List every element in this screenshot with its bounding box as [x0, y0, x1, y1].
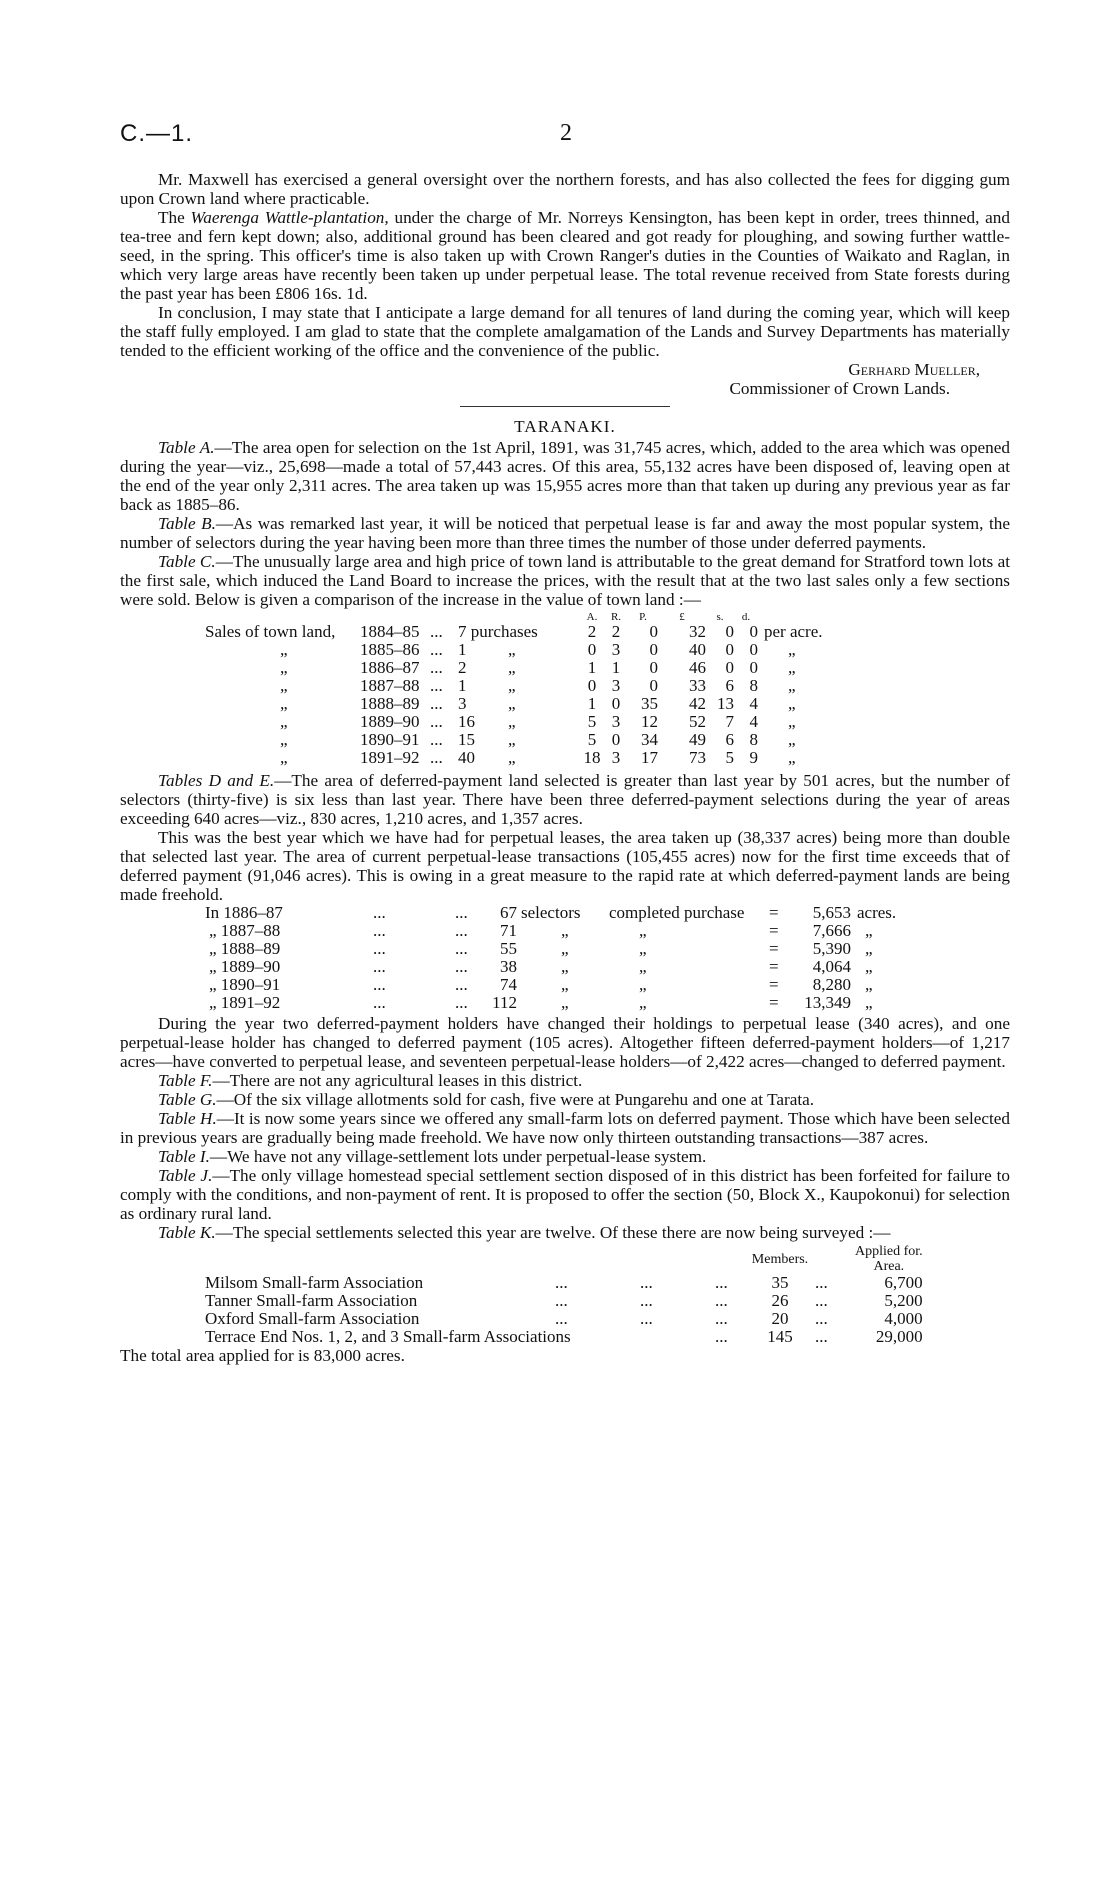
cell: ... [715, 1291, 728, 1310]
cell: ... [715, 1273, 728, 1292]
cell: „ [639, 957, 647, 976]
paragraph [120, 1090, 1010, 1109]
cell: Tanner Small-farm Association [205, 1291, 418, 1310]
paragraph [120, 514, 1010, 552]
table-row [205, 1292, 923, 1310]
cell: 12 [641, 712, 658, 731]
cell: ... [815, 1291, 828, 1310]
cell: 74 [500, 975, 517, 994]
cell: 0 [749, 622, 758, 641]
cell: 32 [689, 622, 706, 641]
cell: acres. [857, 903, 897, 922]
table-row [205, 677, 823, 695]
town-land-sales-table [205, 611, 823, 767]
cell: 1 [587, 694, 597, 713]
cell: 112 [492, 993, 517, 1012]
cell: 0 [611, 730, 621, 749]
cell: „ [561, 975, 569, 994]
table-row [205, 976, 896, 994]
cell: 8 [749, 730, 758, 749]
cell: 5,200 [884, 1291, 923, 1310]
cell: = [769, 903, 779, 922]
cell: Sales of town land, [205, 622, 336, 641]
page-body [120, 170, 1010, 1365]
cell: ... [455, 957, 468, 976]
cell: ... [455, 975, 468, 994]
cell: 3 [458, 694, 467, 713]
cell: = [769, 921, 779, 940]
cell: 7 [725, 712, 734, 731]
cell: „ [561, 939, 569, 958]
cell: 29,000 [875, 1327, 923, 1346]
signatory-title: Commissioner of Crown Lands. [729, 379, 950, 398]
column-header: d. [741, 611, 751, 623]
cell: 16 [458, 712, 475, 731]
cell: 0 [725, 658, 734, 677]
cell: ... [455, 993, 468, 1012]
text-run: —The unusually large area and high price of town land is attributable to the great demand for Stratford town lots at the first sale, which induced the Land Board to increase the prices, with the result that at the two last sales only a few sections were sold. Below is given a comparison of the increase in the value of town land :— [120, 552, 1010, 609]
cell: Milsom Small-farm Association [205, 1273, 424, 1292]
column-header-line: Applied for. [855, 1244, 923, 1259]
text-run: —The special settlements selected this year are twelve. Of these there are now being surveyed :— [215, 1223, 891, 1242]
cell: „ [561, 957, 569, 976]
cell: ... [555, 1291, 568, 1310]
cell: 1888–89 [360, 694, 420, 713]
cell: 3 [611, 748, 621, 767]
cell: 5 [587, 712, 597, 731]
cell: 3 [611, 712, 621, 731]
cell: ... [555, 1309, 568, 1328]
column-header: Members. [751, 1251, 809, 1267]
cell: 3 [611, 676, 621, 695]
cell: ... [455, 903, 468, 922]
cell: 0 [749, 658, 758, 677]
cell: „ [865, 957, 873, 976]
cell: ... [373, 957, 386, 976]
table-ref: Table F. [158, 1071, 213, 1090]
cell: 6,700 [884, 1273, 923, 1292]
text-run: —The only village homestead special settlement section disposed of in this district has been forfeited for failure to comply with the conditions, and non-payment of rent. It is proposed to offer the section (50, Block X., Kaupokonui) for selection as ordinary rural land. [120, 1166, 1011, 1223]
table-ref: Table G. [158, 1090, 217, 1109]
cell: ... [555, 1273, 568, 1292]
signature-block [120, 360, 1010, 398]
cell: „ [865, 921, 873, 940]
cell: „ [865, 939, 873, 958]
cell: „ [280, 640, 288, 659]
cell: 0 [611, 694, 621, 713]
special-settlements-table [205, 1244, 923, 1346]
cell: „ [280, 730, 288, 749]
cell: „ [280, 694, 288, 713]
cell: ... [455, 921, 468, 940]
total-line: The total area applied for is 83,000 acres. [120, 1346, 405, 1365]
cell: ... [715, 1309, 728, 1328]
table-ref: Table B. [158, 514, 216, 533]
cell: „ [639, 975, 647, 994]
column-header: A. [586, 611, 598, 623]
cell: „ [508, 640, 516, 659]
cell: 40 [458, 748, 475, 767]
cell: „ [788, 640, 796, 659]
text-run: —As was remarked last year, it will be noticed that perpetual lease is far and away the most popular system, the number of selectors during the year having been more than three times the number of those under deferred payments. [120, 514, 1010, 552]
table-row [205, 713, 823, 731]
cell: ... [640, 1309, 653, 1328]
cell: „ 1889–90 [209, 957, 281, 976]
cell: 2 [587, 622, 597, 641]
cell: ... [715, 1327, 728, 1346]
cell: 35 [641, 694, 658, 713]
cell: 13,349 [804, 993, 851, 1012]
cell: 1887–88 [360, 676, 420, 695]
paragraph: Mr. Maxwell has exercised a general oversight over the northern forests, and has also collected the fees for digging gum upon Crown land where practicable. [120, 170, 1010, 208]
table-header-row [205, 1244, 923, 1274]
cell: 40 [689, 640, 706, 659]
cell: ... [430, 676, 443, 695]
table-ref: Table I. [158, 1147, 210, 1166]
cell: „ [788, 658, 796, 677]
paragraph [120, 438, 1010, 514]
cell: „ [508, 676, 516, 695]
table-row [205, 641, 823, 659]
cell: 2 [611, 622, 621, 641]
table-row [205, 922, 896, 940]
column-header: s. [716, 611, 724, 623]
cell: 15 [458, 730, 475, 749]
cell: 0 [749, 640, 758, 659]
signatory-name: Gerhard Mueller, [848, 360, 980, 379]
cell: ... [815, 1309, 828, 1328]
cell: = [769, 993, 779, 1012]
cell: 71 [500, 921, 517, 940]
table-row [205, 904, 896, 922]
cell: ... [430, 712, 443, 731]
italic-text: Waerenga Wattle-plantation, [190, 208, 389, 227]
cell: „ [280, 748, 288, 767]
cell: „ [280, 658, 288, 677]
text-run: —We have not any village-settlement lots under perpetual-lease system. [209, 1147, 707, 1166]
text-run: —There are not any agricultural leases in this district. [212, 1071, 583, 1090]
cell: per acre. [764, 622, 823, 641]
cell: 0 [587, 640, 597, 659]
table-row [205, 1310, 923, 1328]
column-header-line: Area. [873, 1259, 905, 1274]
text-run: —It is now some years since we offered any small-farm lots on deferred payment. Those which have been selected in previous years are gradually being made freehold. We have now only thirteen outstanding transactions—387 acres. [120, 1109, 1010, 1147]
table-ref: Tables D and E. [158, 771, 275, 790]
cell: 1 [611, 658, 621, 677]
table-ref: Table K. [158, 1223, 216, 1242]
cell: 38 [500, 957, 517, 976]
cell: „ [639, 993, 647, 1012]
cell: „ [639, 939, 647, 958]
cell: „ [508, 694, 516, 713]
text-run: under the charge of Mr. Norreys Kensington, has been kept in order, trees thinned, and tea-tree and fern kept down; also, additional ground has been cleared and got ready for ploughing, and sowing further wattle-seed, in the spring. This officer's time is also taken up with Crown Ranger's duties in the Counties of Waikato and Raglan, in which very large areas have recently been taken up under perpetual lease. The total revenue received from State forests during the past year has been £806 16s. 1d. [120, 208, 1010, 303]
cell: 8,280 [812, 975, 851, 994]
cell: ... [430, 640, 443, 659]
cell: „ [865, 993, 873, 1012]
cell: 1 [458, 640, 467, 659]
cell: 34 [641, 730, 658, 749]
cell: Oxford Small-farm Association [205, 1309, 420, 1328]
cell: „ [508, 730, 516, 749]
table-row [205, 1328, 923, 1346]
cell: 0 [649, 640, 658, 659]
table-row [205, 695, 823, 713]
table-row [205, 623, 823, 641]
section-divider [460, 406, 670, 407]
cell: ... [373, 903, 386, 922]
cell: „ [865, 975, 873, 994]
cell: selectors [521, 903, 581, 922]
cell: 4,064 [812, 957, 851, 976]
cell: 8 [749, 676, 758, 695]
cell: ... [373, 993, 386, 1012]
cell: „ [280, 712, 288, 731]
cell: ... [430, 748, 443, 767]
cell: 18 [583, 748, 601, 767]
table-ref: Table H. [158, 1109, 217, 1128]
cell: „ [788, 712, 796, 731]
cell: ... [455, 939, 468, 958]
cell: ... [373, 921, 386, 940]
cell: 0 [649, 658, 658, 677]
table-row [205, 994, 896, 1012]
cell: ... [373, 939, 386, 958]
cell: 5,390 [812, 939, 851, 958]
cell: 2 [458, 658, 467, 677]
cell: „ 1890–91 [209, 975, 281, 994]
table-ref: Table C. [158, 552, 216, 571]
cell: 0 [649, 622, 658, 641]
table-row [205, 731, 823, 749]
column-header: R. [610, 611, 622, 623]
paragraph [120, 208, 1010, 303]
cell: „ [788, 730, 796, 749]
cell: 0 [725, 640, 734, 659]
paragraph: During the year two deferred-payment holders have changed their holdings to perpetual lease (340 acres), and one perpetual-lease holder has changed to deferred payment (105 acres). Altogether fifteen deferred-payment holders—of 1,217 acres—have converted to perpetual lease, and seventeen perpetual-lease holders—of 2,422 acres—changed to deferred payment. [120, 1014, 1010, 1071]
table-row [205, 749, 823, 767]
cell: ... [640, 1291, 653, 1310]
paragraph [120, 552, 1010, 609]
table-ref: Table J. [158, 1166, 213, 1185]
cell: = [769, 957, 779, 976]
freehold-purchases-table [205, 904, 896, 1012]
cell: 4,000 [884, 1309, 923, 1328]
cell: „ [508, 658, 516, 677]
cell: 13 [717, 694, 734, 713]
cell: = [769, 939, 779, 958]
cell: 1884–85 [360, 622, 420, 641]
cell: ... [373, 975, 386, 994]
cell: 5 [587, 730, 597, 749]
cell: 1885–86 [360, 640, 420, 659]
text-run: —The area of deferred-payment land selected is greater than last year by 501 acres, but the number of selectors (thirty-five) is six less than last year. There have been three deferred-payment selections during the year of areas exceeding 640 acres—viz., 830 acres, 1,210 acres, and 1,357 acres. [120, 771, 1011, 828]
cell: 1890–91 [360, 730, 420, 749]
table-row [205, 958, 896, 976]
cell: 145 [767, 1327, 793, 1346]
cell: ... [815, 1327, 828, 1346]
cell: 4 [749, 694, 758, 713]
cell: 6 [725, 730, 734, 749]
cell: „ [508, 712, 516, 731]
cell: ... [430, 694, 443, 713]
cell: Terrace End Nos. 1, 2, and 3 Small-farm Associations [205, 1327, 571, 1346]
table-row [205, 940, 896, 958]
cell: ... [430, 730, 443, 749]
column-header [855, 1244, 923, 1274]
cell: 67 [500, 903, 517, 922]
cell: 9 [749, 748, 758, 767]
cell: „ [561, 921, 569, 940]
cell: ... [640, 1273, 653, 1292]
page-number: 2 [560, 120, 572, 146]
text-run: The [158, 208, 191, 227]
series-label: C.—1. [120, 120, 194, 147]
cell: 0 [649, 676, 658, 695]
cell: 17 [641, 748, 658, 767]
cell: completed purchase [609, 903, 745, 922]
paragraph [120, 1223, 1010, 1242]
paragraph [120, 1147, 1010, 1166]
column-header: £ [679, 611, 685, 623]
cell: „ [561, 993, 569, 1012]
cell: 6 [725, 676, 734, 695]
column-header: P. [639, 611, 647, 623]
table-row [205, 1274, 923, 1292]
cell: „ [508, 748, 516, 767]
cell: 52 [689, 712, 706, 731]
cell: 5,653 [812, 903, 851, 922]
cell: 33 [689, 676, 706, 695]
cell: 4 [749, 712, 758, 731]
cell: In 1886–87 [205, 903, 283, 922]
cell: „ [788, 748, 796, 767]
cell: „ 1887–88 [209, 921, 281, 940]
cell: 55 [500, 939, 517, 958]
cell: 1889–90 [360, 712, 420, 731]
cell: „ [788, 676, 796, 695]
paragraph [120, 1109, 1010, 1147]
page-header [120, 120, 1010, 152]
cell: 42 [689, 694, 706, 713]
cell: = [769, 975, 779, 994]
cell: ... [815, 1273, 828, 1292]
text-run: —Of the six village allotments sold for cash, five were at Pungarehu and one at Tarata. [216, 1090, 815, 1109]
cell: „ 1891–92 [209, 993, 281, 1012]
paragraph: This was the best year which we have had for perpetual leases, the area taken up (38,337 acres) being more than double that selected last year. The area of current perpetual-lease transactions (105,455 acres) now for the first time exceeds that of deferred payment (91,046 acres). This is owing in a great measure to the rapid rate at which deferred-payment lands are being made freehold. [120, 828, 1010, 904]
cell: 1 [458, 676, 467, 695]
paragraph: In conclusion, I may state that I anticipate a large demand for all tenures of land during the coming year, which will keep the staff fully employed. I am glad to state that the complete amalgamation of the Lands and Survey Departments has materially tended to the efficient working of the office and the convenience of the public. [120, 303, 1010, 360]
cell: 35 [771, 1273, 789, 1292]
cell: „ 1888–89 [209, 939, 281, 958]
cell: „ [788, 694, 796, 713]
cell: 1891–92 [360, 748, 420, 767]
cell: 73 [689, 748, 706, 767]
cell: 0 [587, 676, 597, 695]
cell: „ [639, 921, 647, 940]
table-row [205, 659, 823, 677]
cell: ... [430, 622, 443, 641]
table-ref: Table A. [158, 438, 215, 457]
cell: 20 [771, 1309, 789, 1328]
cell: ... [430, 658, 443, 677]
paragraph [120, 1071, 1010, 1090]
cell: 3 [611, 640, 621, 659]
cell: 26 [771, 1291, 789, 1310]
paragraph [120, 1166, 1010, 1223]
cell: „ [280, 676, 288, 695]
cell: 1 [587, 658, 597, 677]
cell: 0 [725, 622, 734, 641]
section-heading: TARANAKI. [514, 417, 616, 436]
cell: 5 [725, 748, 734, 767]
text-run: —The area open for selection on the 1st April, 1891, was 31,745 acres, which, added to the area which was opened during the year—viz., 25,698—made a total of 57,443 acres. Of this area, 55,132 acres have been disposed of, leaving open at the end of the year only 2,311 acres. The area taken up was 15,955 acres more than that taken up during any previous year as far back as 1885–86. [120, 438, 1011, 514]
cell: 7,666 [812, 921, 851, 940]
cell: 7 purchases [458, 622, 538, 641]
cell: 46 [689, 658, 706, 677]
paragraph [120, 771, 1010, 828]
cell: 49 [689, 730, 706, 749]
cell: 1886–87 [360, 658, 420, 677]
